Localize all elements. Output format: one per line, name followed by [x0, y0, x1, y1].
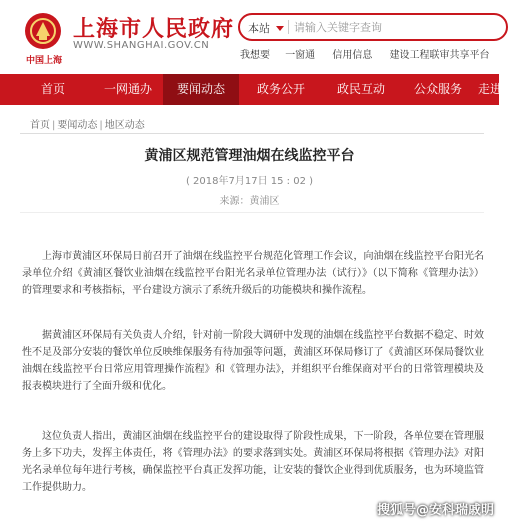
breadcrumb-local-news[interactable]: 地区动态: [104, 120, 145, 131]
site-name[interactable]: 上海市人民政府: [73, 17, 235, 42]
quick-link-yichuangtong[interactable]: 一窗通: [285, 50, 316, 61]
logo-caption: 中国上海: [26, 56, 63, 66]
breadcrumb-home[interactable]: 首页: [30, 120, 50, 131]
breadcrumb-separator: |: [99, 120, 103, 131]
breadcrumb: [30, 116, 145, 131]
nav-home[interactable]: 首页: [40, 82, 65, 96]
article-paragraph: 这位负责人指出，黄浦区油烟在线监控平台的建设取得了阶段性成果，下一阶段，各单位要在管理服务上多下功夫，发挥主体责任，将《管理办法》的要求落到实处。黄浦区环保局将根据《管理办法》对阳光名录单位每年进行考核，确保监控平台真正发挥功能，让安装的餐饮企业得到优质服务，也为环境监管工作提供助力。: [22, 431, 484, 493]
article-date: ( 2018年7月17日 15 : 02 ): [185, 176, 314, 187]
watermark: 搜狐号@安科瑞戚明: [377, 503, 495, 518]
search-input[interactable]: [294, 18, 484, 36]
divider: [20, 133, 484, 134]
article-source: 来源：黄浦区: [219, 196, 280, 207]
article-title: 黄浦区规范管理油烟在线监控平台: [144, 148, 355, 164]
quick-links-label: 我想要: [240, 50, 270, 61]
nav-public-services[interactable]: 公众服务: [413, 82, 462, 96]
site-header: [0, 0, 499, 80]
chevron-down-icon[interactable]: [276, 26, 284, 31]
nav-public-interaction[interactable]: 政民互动: [336, 82, 385, 96]
divider: [20, 212, 484, 213]
nav-one-stop-service[interactable]: 一网通办: [103, 82, 152, 96]
government-emblem-icon[interactable]: [24, 11, 62, 51]
site-domain: WWW.SHANGHAI.GOV.CN: [73, 40, 210, 51]
article-paragraph: 据黄浦区环保局有关负责人介绍，针对前一阶段大调研中发现的油烟在线监控平台数据不稳定、时效性不足及部分安装的餐饮单位反映维保服务有待加强等问题，黄浦区环保局修订了《黄浦区环保局餐饮业油烟在线监控平台日常应用管理操作流程》和《管理办法》，并组织平台维保商对平台的日常管理模块及报表模块进行了全面升级和优化。: [22, 330, 484, 392]
article-paragraph: 上海市黄浦区环保局日前召开了油烟在线监控平台规范化管理工作会议，向油烟在线监控平台阳光名录单位介绍《黄浦区餐饮业油烟在线监控平台阳光名录单位管理办法（试行）》（以下简称《管理办法》）的管理要求和考核指标，平台建设方演示了系统升级后的功能模块和操作流程。: [22, 251, 484, 296]
breadcrumb-news[interactable]: 要闻动态: [57, 120, 98, 131]
quick-link-construction-platform[interactable]: 建设工程联审共享平台: [389, 50, 490, 61]
main-nav: [0, 74, 503, 105]
search-divider: [288, 20, 289, 34]
nav-news[interactable]: 要闻动态: [163, 74, 239, 105]
nav-government-affairs[interactable]: 政务公开: [256, 82, 305, 96]
quick-link-credit-info[interactable]: 信用信息: [332, 50, 373, 61]
quick-links: [240, 46, 504, 61]
search-box: [238, 13, 508, 41]
nav-explore[interactable]: 走进: [478, 82, 503, 96]
search-scope-select[interactable]: 本站: [248, 22, 270, 35]
breadcrumb-separator: |: [52, 120, 56, 131]
